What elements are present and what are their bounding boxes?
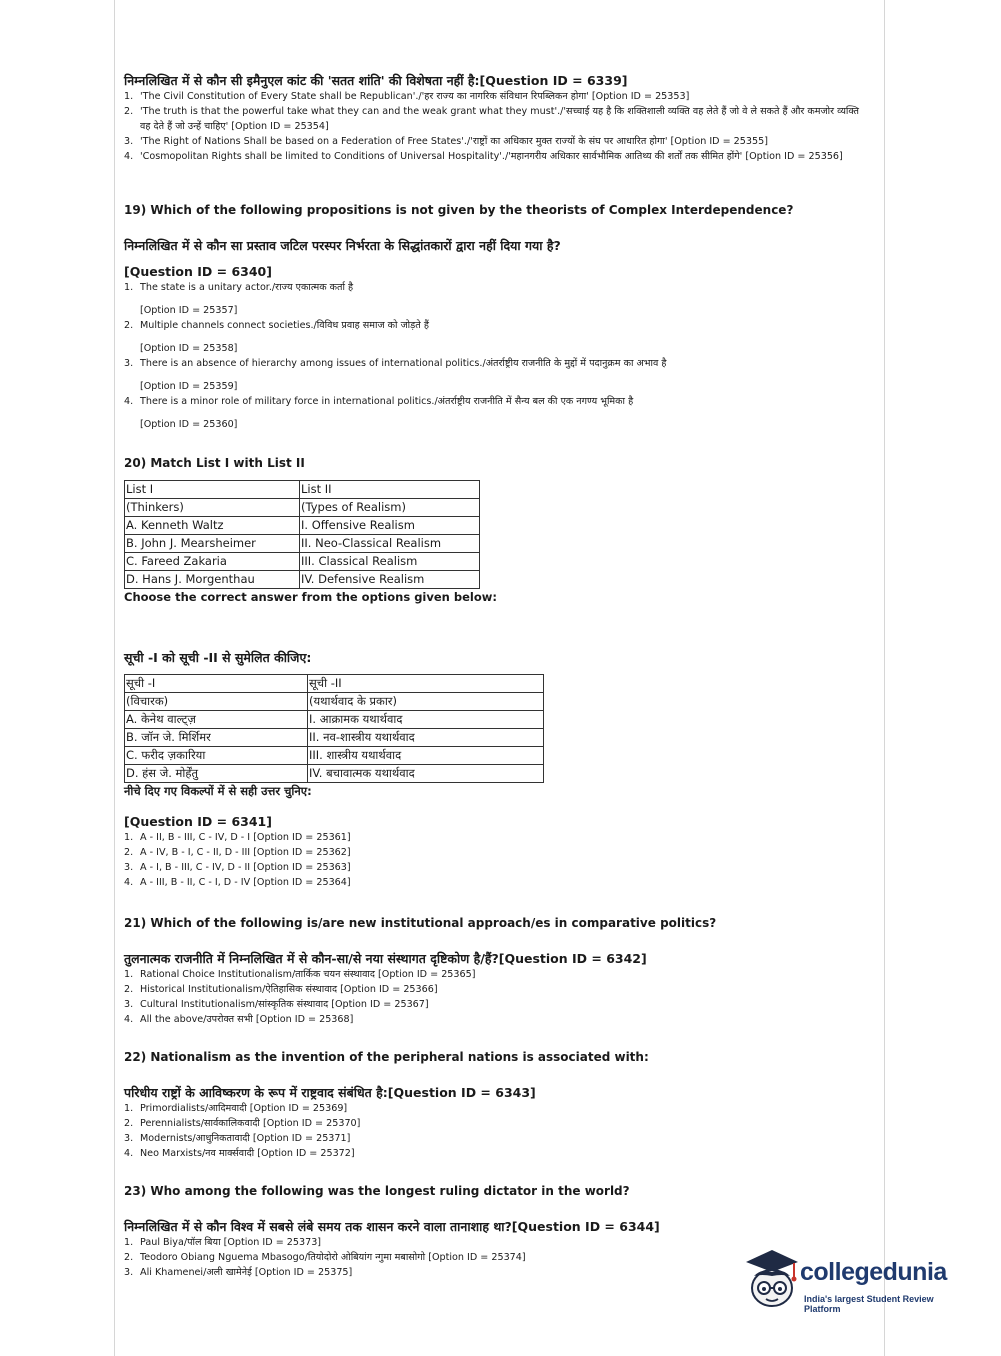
option-item[interactable]: 4. 'Cosmopolitan Rights shall be limited to Conditions of Universal Hospitality'./'महानगरीय अधिकार सार्वभौमिक आतिथ्य की शर्तों तक सीमित होंगे' [Option ID = 25356] [124,151,843,162]
table-row: A. Kenneth Waltz I. Offensive Realism [125,517,480,535]
match-table-english [124,480,480,589]
question-21 [124,915,864,1027]
option-item[interactable]: 2. Perennialists/सार्वकालिकवादी [Option ID = 25370] [124,1118,361,1129]
right-page-border [884,0,885,1356]
option-item[interactable]: 3. Modernists/आधुनिकतावादी [Option ID = 25371] [124,1133,351,1144]
table-row: D. हंस जे. मोर्हेंतु IV. बचावात्मक यथार्थवाद [125,765,544,783]
question-hindi-title: सूची -I को सूची -II से सुमेलित कीजिए: [124,650,312,665]
table-row: C. Fareed Zakaria III. Classical Realism [125,553,480,571]
table-row: List I List II [125,481,480,499]
table-row: B. John J. Mearsheimer II. Neo-Classical Realism [125,535,480,553]
question-20 [124,455,864,890]
option-item[interactable]: 4. A - III, B - II, C - I, D - IV [Option ID = 25364] [124,877,351,888]
option-item[interactable]: 1. Rational Choice Institutionalism/तार्किक चयन संस्थावाद [Option ID = 25365] [124,969,476,980]
option-item[interactable]: 3. A - I, B - III, C - IV, D - II [Option ID = 25363] [124,862,351,873]
question-title: 23) Who among the following was the longest ruling dictator in the world? [124,1184,630,1198]
table-row: A. केनेथ वाल्ट्ज़ I. आक्रामक यथार्थवाद [125,711,544,729]
option-item[interactable]: 2. Multiple channels connect societies./विविध प्रवाह समाज को जोड़ते हैं [Option ID = 25358] [124,320,429,354]
question-title: 21) Which of the following is/are new institutional approach/es in comparative politics? [124,916,717,930]
option-item[interactable]: 2. 'The truth is that the powerful take what they can and the weak grant what they must'./'सच्चाई यह है कि शक्तिशाली व्यक्ति वह लेते हैं जो वे ले सकते हैं और कमजोर व्यक्ति वह देते हैं जो उन्हें चाहिए' [Option ID = 25354] [124,106,860,132]
match-table-hindi [124,674,544,783]
option-item[interactable]: 1. The state is a unitary actor./राज्य एकात्मक कर्ता है [Option ID = 25357] [124,282,354,316]
option-list [124,280,864,432]
question-title: 22) Nationalism as the invention of the peripheral nations is associated with: [124,1050,649,1064]
table-row: C. फरीद ज़कारिया III. शास्त्रीय यथार्थवाद [125,747,544,765]
option-item[interactable]: 3. Cultural Institutionalism/सांस्कृतिक संस्थावाद [Option ID = 25367] [124,999,429,1010]
option-item[interactable]: 2. A - IV, B - I, C - II, D - III [Option ID = 25362] [124,847,351,858]
option-item[interactable]: 3. Ali Khamenei/अली खामेनेई [Option ID = 25375] [124,1267,353,1278]
question-18 [124,72,864,164]
option-item[interactable]: 2. Teodoro Obiang Nguema Mbasogo/तियोदोरो ओबियांग न्गुमा मबासोगो [Option ID = 25374] [124,1252,526,1263]
question-19 [124,202,864,432]
question-id: [Question ID = 6341] [124,814,272,829]
question-hindi-title: निम्नलिखित में से कौन सी इमैनुएल कांट की 'सतत शांति' की विशेषता नहीं है:[Question ID = 6339] [124,73,628,88]
question-title: 20) Match List I with List II [124,456,305,470]
table-row: (Thinkers) (Types of Realism) [125,499,480,517]
logo-tagline: India's largest Student Review Platform [804,1294,934,1314]
option-list [124,967,864,1027]
option-item[interactable]: 1. Primordialists/आदिमवादी [Option ID = 25369] [124,1103,348,1114]
question-hindi-title: तुलनात्मक राजनीति में निम्नलिखित में से कौन-सा/से नया संस्थागत दृष्टिकोण है/हैं?[Question ID = 6342] [124,951,647,966]
table-row: सूची -I सूची -II [125,675,544,693]
question-hindi-title: परिधीय राष्ट्रों के आविष्करण के रूप में राष्ट्रवाद संबंधित है:[Question ID = 6343] [124,1085,536,1100]
table-row: (विचारक) (यथार्थवाद के प्रकार) [125,693,544,711]
table-row: B. जॉन जे. मिर्शिमर II. नव-शास्त्रीय यथार्थवाद [125,729,544,747]
question-hindi-title: निम्नलिखित में से कौन विश्व में सबसे लंबे समय तक शासन करने वाला तानाशाह था?[Question ID = 6344] [124,1219,660,1234]
option-list [124,89,864,164]
option-item[interactable]: 4. There is a minor role of military force in international politics./अंतर्राष्ट्रीय राजनीति में सैन्य बल की एक नगण्य भूमिका है [Option ID = 25360] [124,396,634,430]
option-item[interactable]: 3. 'The Right of Nations Shall be based on a Federation of Free States'./'राष्ट्रों का अधिकार मुक्त राज्यों के संघ पर आधारित होगा' [Option ID = 25355] [124,136,768,147]
option-list [124,830,864,890]
question-hindi-title: निम्नलिखित में से कौन सा प्रस्ताव जटिल परस्पर निर्भरता के सिद्धांतकारों द्वारा नहीं दिया गया है? [124,238,561,253]
left-page-border [114,0,115,1356]
option-item[interactable]: 2. Historical Institutionalism/ऐतिहासिक संस्थावाद [Option ID = 25366] [124,984,438,995]
question-22 [124,1049,864,1161]
logo-wordmark: collegedunia [800,1258,947,1286]
collegedunia-logo[interactable] [742,1248,972,1318]
choose-instruction-hindi: नीचे दिए गए विकल्पों में से सही उत्तर चुनिए: [124,784,312,798]
option-item[interactable]: 1. 'The Civil Constitution of Every State shall be Republican'./'हर राज्य का नागरिक संविधान रिपब्लिकन होगा' [Option ID = 25353] [124,91,690,102]
graduate-mascot-icon [742,1248,802,1314]
question-title: 19) Which of the following propositions is not given by the theorists of Complex Interdependence? [124,203,794,217]
table-row: D. Hans J. Morgenthau IV. Defensive Realism [125,571,480,589]
choose-instruction: Choose the correct answer from the options given below: [124,590,497,604]
option-item[interactable]: 1. Paul Biya/पॉल बिया [Option ID = 25373] [124,1237,322,1248]
option-item[interactable]: 4. Neo Marxists/नव मार्क्सवादी [Option ID = 25372] [124,1148,355,1159]
option-item[interactable]: 1. A - II, B - III, C - IV, D - I [Option ID = 25361] [124,832,351,843]
question-id: [Question ID = 6340] [124,264,272,279]
option-item[interactable]: 4. All the above/उपरोक्त सभी [Option ID = 25368] [124,1014,354,1025]
option-list [124,1101,864,1161]
option-item[interactable]: 3. There is an absence of hierarchy among issues of international politics./अंतर्राष्ट्रीय राजनीति के मुद्दों में पदानुक्रम का अभाव है [Option ID = 25359] [124,358,667,392]
